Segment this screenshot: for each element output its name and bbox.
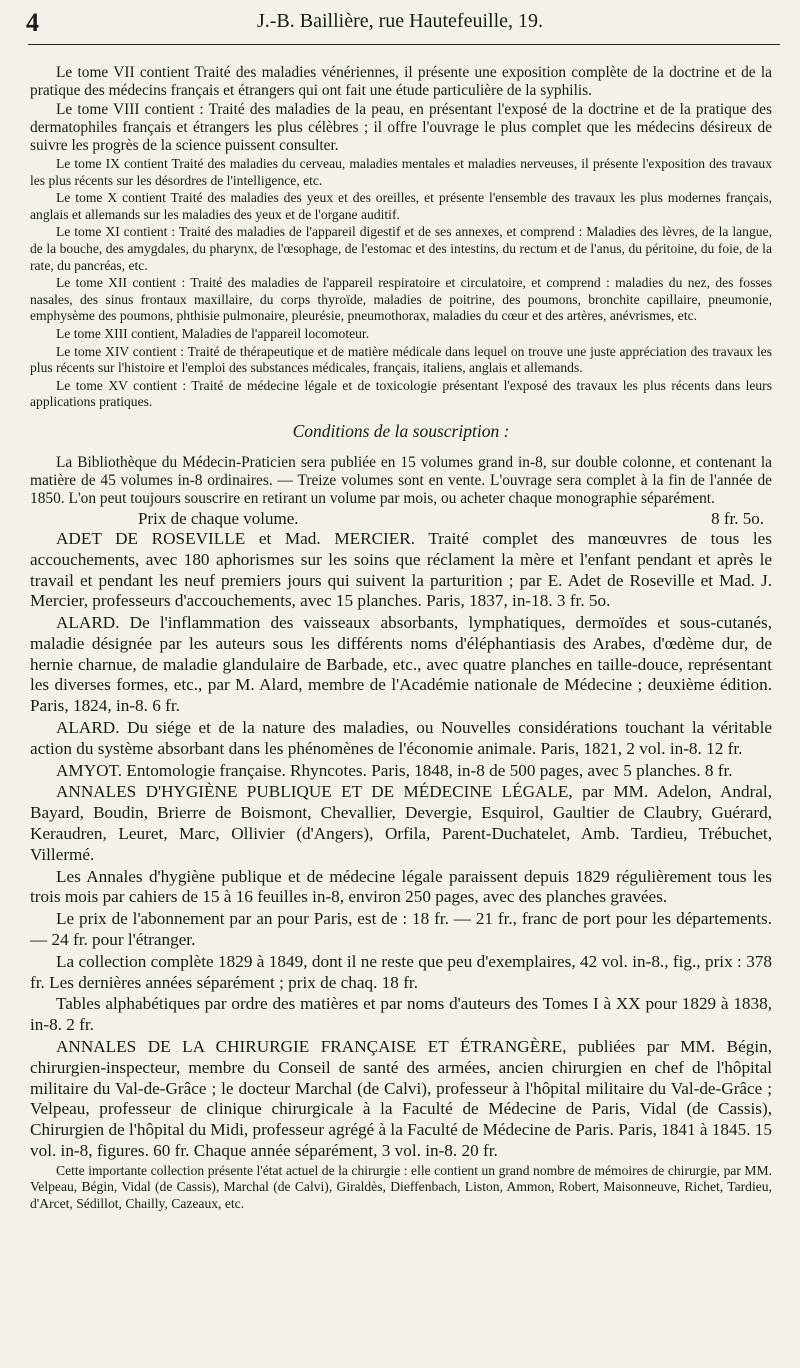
header-rule [28, 44, 780, 45]
entry-collection: La collection complète 1829 à 1849, dont il ne reste que peu d'exemplaires, 42 vol. in-8., fig., prix : 378 fr. Les dernières années séparément ; prix de chaq. 18 fr. [30, 951, 772, 992]
price-label: Prix de chaque volume. [138, 508, 299, 528]
paragraph-conditions: La Bibliothèque du Médecin-Praticien sera publiée en 15 volumes grand in-8, sur double colonne, et contenant la matière de 45 volumes in-8 ordinaires. — Treize volumes sont en vente. L'ouvrage sera complet à la fin de l'année de 1850. L'on peut toujours souscrire en retirant un volume par mois, ou acheter chaque monographie séparément. [30, 453, 772, 507]
entry-annales-hygiene: ANNALES D'HYGIÈNE PUBLIQUE ET DE MÉDECINE LÉGALE, par MM. Adelon, Andral, Bayard, Boudin, Brierre de Boismont, Chevallier, Devergie, Esquirol, Gaultier de Claubry, Guérard, Keraudren, Leuret, Marc, Ollivier (d'Angers), Orfila, Parent-Duchatelet, Amb. Tardieu, Trébuchet, Villermé. [30, 782, 772, 864]
paragraph-tome-12: Le tome XII contient : Traité des maladies de l'appareil respiratoire et circulatoire, et comprend : maladies du nez, des fosses nasales, des sinus frontaux maxillaire, du corps thyroïde, maladies de poitrine, des poumons, bronchite capillaire, pneumonie, emphysème des poumons, phthisie pulmonaire, pleurésie, pneumothorax, maladies du cœur et des artères, anévrismes, etc. [30, 275, 772, 324]
entry-annales-parution: Les Annales d'hygiène publique et de médecine légale paraissent depuis 1829 régulièrement tous les trois mois par cahiers de 15 à 16 feuilles in-8, environ 250 pages, avec des planches gravées. [30, 866, 772, 907]
paragraph-tome-7: Le tome VII contient Traité des maladies vénériennes, il présente une exposition complète de la doctrine et de la pratique des médecins français et étrangers qui ont fait une étude particulière de la syphilis. [30, 64, 772, 99]
price-line [30, 509, 772, 529]
paragraph-tome-10: Le tome X contient Traité des maladies des yeux et des oreilles, et présente l'ensemble des travaux les plus modernes français, anglais et allemands sur les maladies des yeux et de l'organe auditif. [30, 190, 772, 222]
entry-tables: Tables alphabétiques par ordre des matières et par noms d'auteurs des Tomes I à XX pour 1829 à 1838, in-8. 2 fr. [30, 994, 772, 1035]
page-number: 4 [26, 8, 39, 37]
paragraph-tome-8: Le tome VIII contient : Traité des maladies de la peau, en présentant l'exposé de la doctrine et de la pratique des dermatophiles français et étrangers les plus célèbres ; il offre l'ouvrage le plus complet que les médecins désireux de suivre les progrès de la science puissent consulter. [30, 101, 772, 154]
section-title: Conditions de la souscription : [292, 420, 510, 441]
entry-adet: ADET DE ROSEVILLE et Mad. MERCIER. Traité complet des manœuvres de tous les accouchements, avec 180 aphorismes sur les soins que réclament la mère et l'enfant pendant et après le travail et pendant les neuf premiers jours qui suivent la parturition ; par E. Adet de Roseville et Mad. J. Mercier, professeurs d'accouchements, avec 15 planches. Paris, 1837, in-18. 3 fr. 5o. [30, 528, 772, 611]
entry-annales-chirurgie: ANNALES DE LA CHIRURGIE FRANÇAISE ET ÉTRANGÈRE, publiées par MM. Bégin, chirurgien-inspecteur, membre du Conseil de santé des armées, ancien chirurgien en chef de l'hôpital militaire du Val-de-Grâce ; le docteur Marchal (de Calvi), professeur à l'hôpital militaire du Val-de-Grâce ; Velpeau, professeur de clinique chirurgicale à la Faculté de Médecine de Paris, Vidal (de Cassis), Chirurgien de l'hôpital du Midi, professeur agrégé à la Faculté de Médecine de Paris. Paris, 1841 à 1845. 15 vol. in-8, figures. 60 fr. Chaque année séparément, 3 vol. in-8. 20 fr. [30, 1037, 772, 1161]
paragraph-tome-11: Le tome XI contient : Traité des maladies de l'appareil digestif et de ses annexes, et comprend : Maladies des lèvres, de la langue, de la bouche, des amygdales, du pharynx, de l'œsophage, de l'estomac et des intestins, du rectum et de l'anus, du péritoine, du foie, de la rate, du pancréas, etc. [30, 224, 772, 273]
entry-alard-1: ALARD. De l'inflammation des vaisseaux absorbants, lymphatiques, dermoïdes et sous-cutanés, maladie désignée par les auteurs sous les différents noms d'éléphantiasis des Arabes, d'œdème dur, de hernie charnue, de maladie glandulaire de Barbade, etc., avec quatre planches en taille-douce, représentant les diverses formes, etc., par M. Alard, membre de l'Académie nationale de Médecine ; deuxième édition. Paris, 1824, in-8. 6 fr. [30, 613, 772, 716]
page-header [0, 0, 800, 40]
entry-amyot: AMYOT. Entomologie française. Rhyncotes. Paris, 1848, in-8 de 500 pages, avec 5 planches. 8 fr. [56, 760, 733, 780]
entry-alard-2: ALARD. Du siége et de la nature des maladies, ou Nouvelles considérations touchant la véritable action du système absorbant dans les phénomènes de l'économie animale. Paris, 1821, 2 vol. in-8. 12 fr. [30, 718, 772, 758]
running-head: J.-B. Baillière, rue Hautefeuille, 19. [256, 10, 543, 32]
paragraph-tome-9: Le tome IX contient Traité des maladies du cerveau, maladies mentales et maladies nerveuses, il présente l'exposition des travaux les plus récents sur les désordres de l'intelligence, etc. [30, 156, 772, 188]
entry-abonnement: Le prix de l'abonnement par an pour Paris, est de : 18 fr. — 21 fr., franc de port pour les départements. — 24 fr. pour l'étranger. [30, 909, 772, 950]
price-value: 8 fr. 5o. [711, 508, 764, 528]
page-body [30, 64, 772, 1214]
paragraph-tome-15: Le tome XV contient : Traité de médecine légale et de toxicologie présentant l'exposé des travaux les plus récents dans leurs applications pratiques. [30, 377, 772, 410]
paragraph-tome-13: Le tome XIII contient, Maladies de l'appareil locomoteur. [56, 325, 370, 341]
entry-collection-chirurgie: Cette importante collection présente l'état actuel de la chirurgie : elle contient un grand nombre de mémoires de chirurgie, par MM. Velpeau, Bégin, Vidal (de Cassis), Marchal (de Calvi), Giraldès, Dieffenbach, Liston, Ammon, Robert, Maisonneuve, Richet, Tardieu, d'Arcet, Sédillot, Chailly, Cazeaux, etc. [30, 1162, 772, 1211]
paragraph-tome-14: Le tome XIV contient : Traité de thérapeutique et de matière médicale dans lequel on trouve une juste appréciation des travaux les plus récents sur l'histoire et l'emploi des substances médicales, français, italiens, anglais et allemands. [30, 343, 772, 376]
